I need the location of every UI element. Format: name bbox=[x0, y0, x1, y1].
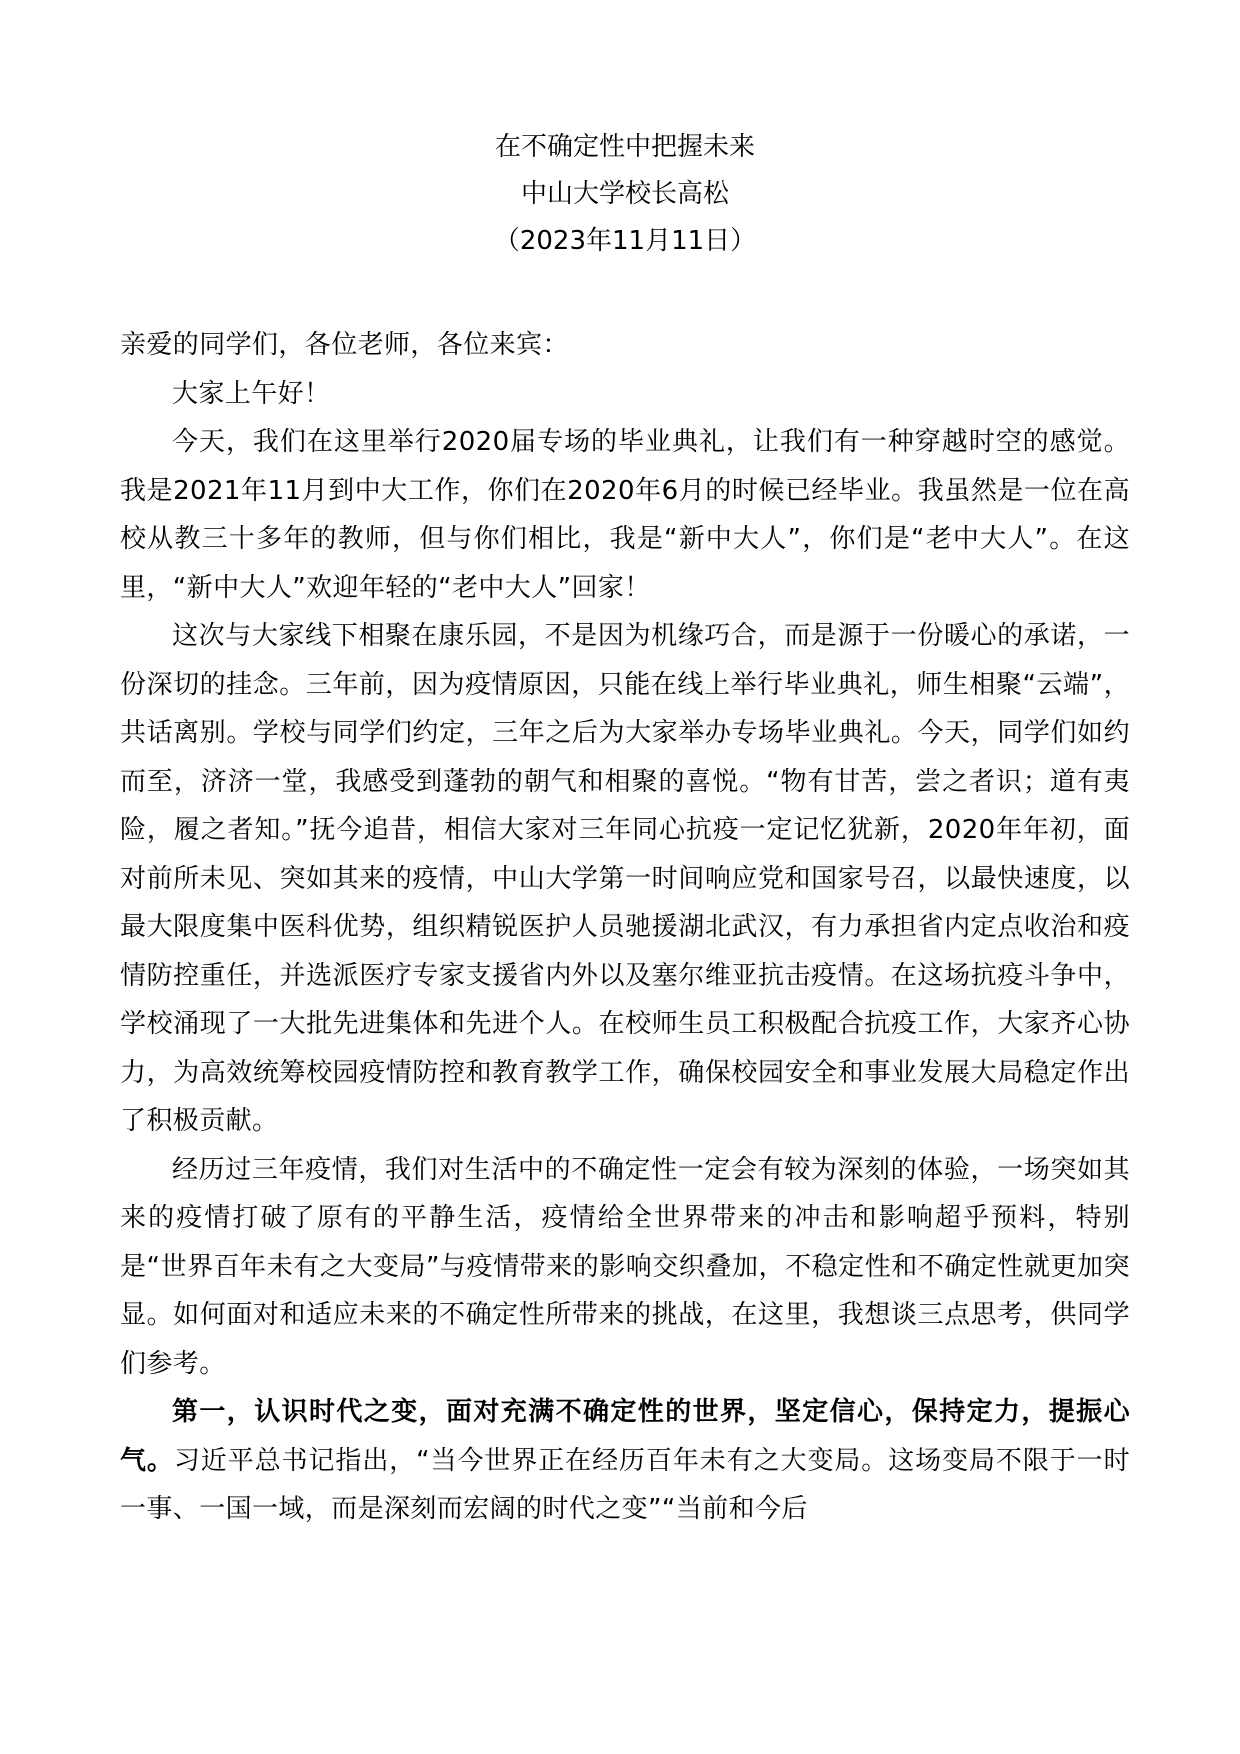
document-author: 中山大学校长高松 bbox=[520, 179, 729, 209]
document-header bbox=[120, 124, 1130, 265]
salutation: 亲爱的同学们，各位老师，各位来宾： bbox=[120, 330, 569, 360]
paragraph-2: 这次与大家线下相聚在康乐园，不是因为机缘巧合，而是源于一份暖心的承诺，一份深切的挂念。三年前，因为疫情原因，只能在线上举行毕业典礼，师生相聚“云端”，共话离别。学校与同学们约定，三年之后为大家举办专场毕业典礼。今天，同学们如约而至，济济一堂，我感受到蓬勃的朝气和相聚的喜悦。“物有甘苦，尝之者识；道有夷险，履之者知。”抚今追昔，相信大家对三年同心抗疫一定记忆犹新，2020年年初，面对前所未见、突如其来的疫情，中山大学第一时间响应党和国家号召，以最快速度，以最大限度集中医科优势，组织精锐医护人员驰援湖北武汉，有力承担省内定点收治和疫情防控重任，并选派医疗专家支援省内外以及塞尔维亚抗击疫情。在这场抗疫斗争中，学校涌现了一大批先进集体和先进个人。在校师生员工积极配合抗疫工作，大家齐心协力，为高效统筹校园疫情防控和教育教学工作，确保校园安全和事业发展大局稳定作出了积极贡献。 bbox=[120, 621, 1130, 1136]
document-page bbox=[120, 124, 1130, 1534]
document-title: 在不确定性中把握未来 bbox=[494, 132, 755, 162]
document-body bbox=[120, 321, 1130, 1534]
document-date: （2023年11月11日） bbox=[493, 226, 757, 256]
paragraph-1: 今天，我们在这里举行2020届专场的毕业典礼，让我们有一种穿越时空的感觉。我是2021年11月到中大工作，你们在2020年6月的时候已经毕业。我虽然是一位在高校从教三十多年的教师，但与你们相比，我是“新中大人”，你们是“老中大人”。在这里，“新中大人”欢迎年轻的“老中大人”回家！ bbox=[120, 427, 1130, 603]
paragraph-3: 经历过三年疫情，我们对生活中的不确定性一定会有较为深刻的体验，一场突如其来的疫情打破了原有的平静生活，疫情给全世界带来的冲击和影响超乎预料，特别是“世界百年未有之大变局”与疫情带来的影响交织叠加，不稳定性和不确定性就更加突显。如何面对和适应未来的不确定性所带来的挑战，在这里，我想谈三点思考，供同学们参考。 bbox=[120, 1154, 1130, 1379]
paragraph-4-heading: 第一，认识时代之变，面对充满不确定性的世界，坚定信心，保持定力，提振心气。 bbox=[120, 1397, 1130, 1476]
paragraph-4 bbox=[120, 1388, 1130, 1534]
greeting: 大家上午好！ bbox=[172, 378, 331, 409]
paragraph-4-text: 习近平总书记指出，“当今世界正在经历百年未有之大变局。这场变局不限于一时一事、一国一域，而是深刻而宏阔的时代之变”“当前和今后 bbox=[120, 1445, 1130, 1524]
